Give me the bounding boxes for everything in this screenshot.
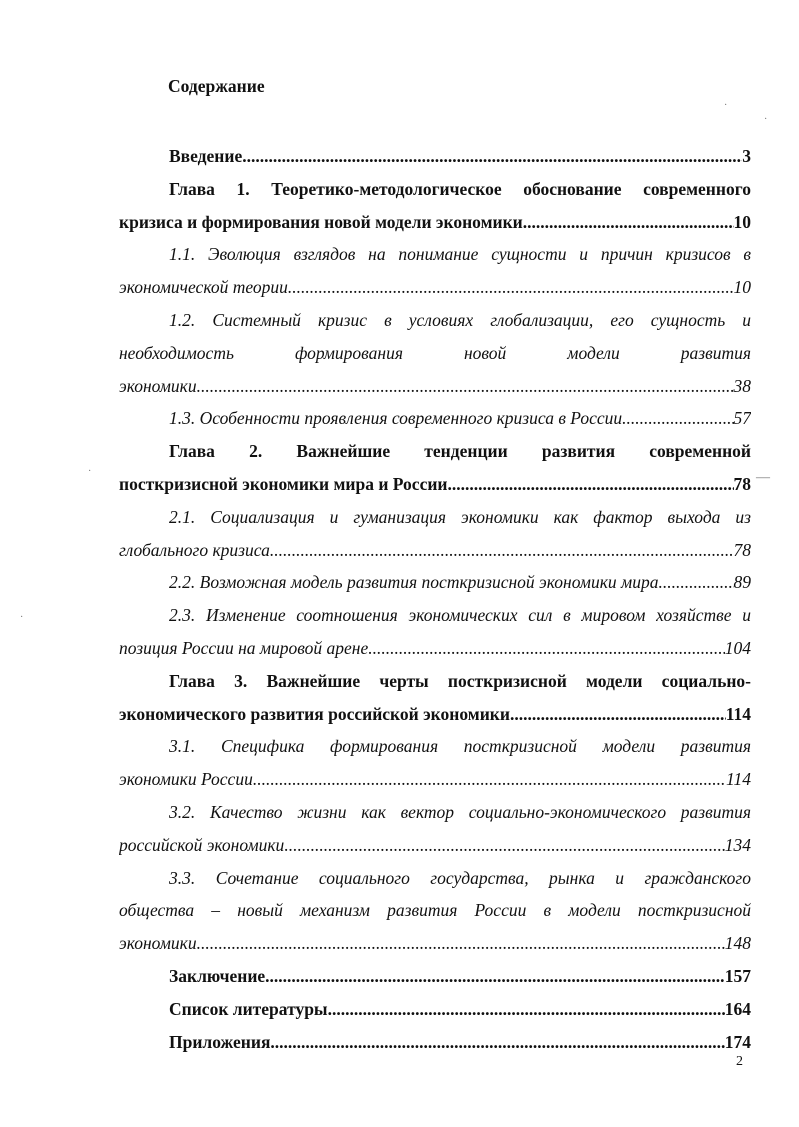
scan-speck: — [756,470,770,485]
toc-page-number: 38 [733,375,751,396]
toc-section-1-1-line2[interactable] [119,271,751,304]
toc-section-3-1-line1[interactable]: 3.1. Специфика формирования посткризисной модели развития [169,736,751,757]
toc-entry-appendix[interactable] [119,1026,751,1059]
toc-page-number: 3 [742,146,751,166]
toc-section-2-3-line1[interactable]: 2.3. Изменение соотношения экономических сил в мировом хозяйстве и [169,605,751,626]
toc-page-number: 174 [724,1031,751,1052]
scan-speck: · [20,612,24,623]
toc-page-number: 114 [725,703,751,724]
toc-leader [448,468,734,501]
toc-section-1-2-line3[interactable] [119,370,751,403]
toc-leader [242,140,742,173]
toc-leader [288,271,734,304]
scan-speck: · [88,466,92,477]
toc-section-1-1-line1[interactable]: 1.1. Эволюция взглядов на понимание сущности и причин кризисов в [169,244,751,265]
toc-section-1-2-line2[interactable]: необходимость формирования новой модели развития [119,342,751,363]
toc-chapter-3-line2[interactable] [119,698,751,731]
toc-page-number: 78 [733,539,751,560]
toc-entry-title: позиция России на мировой арене [119,637,369,658]
toc-entry-title: экономики России [119,769,253,790]
toc-leader [622,402,733,435]
toc-section-2-1-line1[interactable]: 2.1. Социализация и гуманизация экономики как фактор выхода из [169,506,751,527]
toc-chapter-1-line1[interactable]: Глава 1. Теоретико-методологическое обоснование современного [169,178,751,199]
toc-page-number: 164 [724,998,751,1019]
toc-entry-title: кризиса и формирования новой модели экономики [119,211,523,232]
toc-entry-title: 2.2. Возможная модель развития посткризисной экономики мира [169,572,659,593]
toc-chapter-2-line1[interactable]: Глава 2. Важнейшие тенденции развития современной [169,441,751,462]
toc-section-1-3[interactable] [119,402,751,435]
toc-page-number: 78 [733,473,751,494]
toc-leader [523,206,734,239]
toc-entry-title: Список литературы [169,998,328,1019]
toc-leader [253,763,726,796]
toc-section-2-3-line2[interactable] [119,632,751,665]
toc-page-number: 57 [733,408,751,429]
toc-chapter-1-line2[interactable] [119,206,751,239]
page-number: 2 [736,1054,743,1069]
toc-entry-conclusion[interactable] [119,960,751,993]
toc-page-number: 10 [733,277,751,298]
toc-section-3-1-line2[interactable] [119,763,751,796]
toc-leader [265,960,725,993]
toc-entry-title: глобального кризиса [119,539,270,560]
toc-page-number: 104 [724,637,751,658]
toc-entry-title: экономики [119,375,197,396]
toc-entry-title: экономики [119,933,197,954]
scan-speck: · [724,100,728,111]
scan-speck: · [764,114,768,125]
toc-leader [658,566,733,599]
toc-section-3-3-line3[interactable] [119,927,751,960]
toc-section-3-2-line1[interactable]: 3.2. Качество жизни как вектор социально-экономического развития [169,801,751,822]
toc-page-number: 134 [724,834,751,855]
toc-section-3-2-line2[interactable] [119,829,751,862]
toc-entry-title: 1.3. Особенности проявления современного кризиса в России [169,408,623,429]
page-title: Содержание [168,76,265,96]
toc-page-number: 10 [733,211,751,232]
toc-entry-introduction[interactable] [119,140,751,173]
table-of-contents [119,140,751,1058]
toc-page-number: 148 [724,933,751,954]
toc-entry-title: Заключение [169,965,266,986]
toc-entry-title: экономической теории [119,277,288,298]
toc-entry-bibliography[interactable] [119,993,751,1026]
toc-entry-title: Приложения [169,1031,271,1052]
toc-entry-title: экономического развития российской экономики [119,703,510,724]
toc-leader [510,698,726,731]
toc-leader [328,993,725,1026]
toc-chapter-2-line2[interactable] [119,468,751,501]
toc-section-3-3-line2[interactable]: общества – новый механизм развития России в модели посткризисной [119,900,751,921]
toc-page-number: 157 [724,965,751,986]
toc-chapter-3-line1[interactable]: Глава 3. Важнейшие черты посткризисной модели социально- [169,670,751,691]
toc-leader [270,534,734,567]
toc-section-2-1-line2[interactable] [119,534,751,567]
toc-entry-title: посткризисной экономики мира и России [119,473,448,494]
toc-leader [197,927,725,960]
toc-section-3-3-line1[interactable]: 3.3. Сочетание социального государства, рынка и гражданского [169,867,751,888]
toc-leader [270,1026,724,1059]
toc-entry-title: Введение [169,146,243,166]
toc-leader [368,632,724,665]
toc-section-2-2[interactable] [119,566,751,599]
toc-page-number: 89 [733,572,751,593]
toc-leader [197,370,734,403]
toc-section-1-2-line1[interactable]: 1.2. Системный кризис в условиях глобализации, его сущность и [169,309,751,330]
toc-entry-title: российской экономики [119,834,285,855]
toc-leader [284,829,724,862]
toc-page-number: 114 [726,769,751,790]
